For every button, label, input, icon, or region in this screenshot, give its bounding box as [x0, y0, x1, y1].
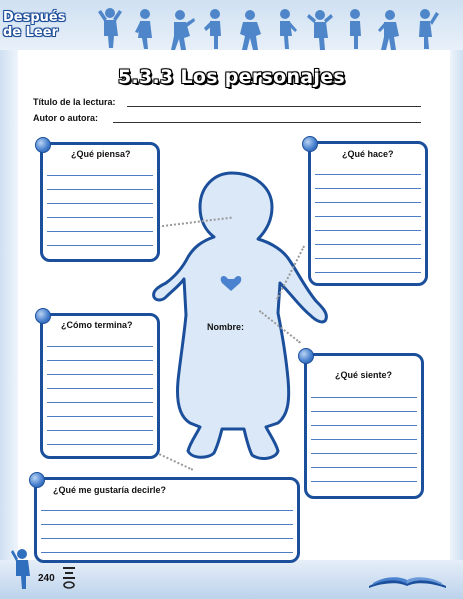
- right-border: [450, 50, 463, 570]
- box-que-piensa-title: ¿Qué piensa?: [71, 149, 131, 159]
- bullet-icon: [302, 136, 318, 152]
- box-como-termina-lines[interactable]: [47, 333, 153, 453]
- child-corner-icon: [10, 548, 34, 590]
- box-que-siente-lines[interactable]: [311, 384, 417, 493]
- left-border: [0, 50, 18, 570]
- box-que-piensa-lines[interactable]: [47, 162, 153, 256]
- box-que-piensa: [40, 142, 160, 262]
- titulo-line[interactable]: [127, 106, 421, 107]
- page-title: 5.3.3 Los personajes: [117, 66, 346, 88]
- box-como-termina-title: ¿Cómo termina?: [61, 320, 133, 330]
- section-tag-line2: de Leer: [3, 25, 58, 40]
- box-que-me-gustaria-decirle: [34, 477, 300, 563]
- children-silhouettes-banner-icon: [90, 6, 460, 50]
- box-decirle-lines[interactable]: [41, 497, 293, 557]
- page-number: 240: [38, 573, 55, 584]
- section-tag-line1: Después: [3, 10, 66, 25]
- box-que-siente: [304, 353, 424, 499]
- open-book-icon: [365, 568, 450, 590]
- bullet-icon: [298, 348, 314, 364]
- box-decirle-title: ¿Qué me gustaría decirle?: [53, 485, 167, 495]
- box-que-hace: [308, 141, 428, 286]
- titulo-label: Título de la lectura:: [33, 97, 116, 107]
- bullet-icon: [29, 472, 45, 488]
- bullet-icon: [35, 137, 51, 153]
- child-silhouette-icon: [140, 165, 330, 470]
- box-que-hace-title: ¿Qué hace?: [342, 149, 394, 159]
- autor-label: Autor o autora:: [33, 113, 98, 123]
- section-tag: [3, 10, 73, 40]
- nombre-label: Nombre:: [207, 322, 245, 332]
- box-que-hace-lines[interactable]: [315, 161, 421, 280]
- box-como-termina: [40, 313, 160, 459]
- hourglass-icon: [62, 566, 76, 590]
- bullet-icon: [35, 308, 51, 324]
- autor-line[interactable]: [113, 122, 421, 123]
- box-que-siente-title: ¿Qué siente?: [335, 370, 393, 380]
